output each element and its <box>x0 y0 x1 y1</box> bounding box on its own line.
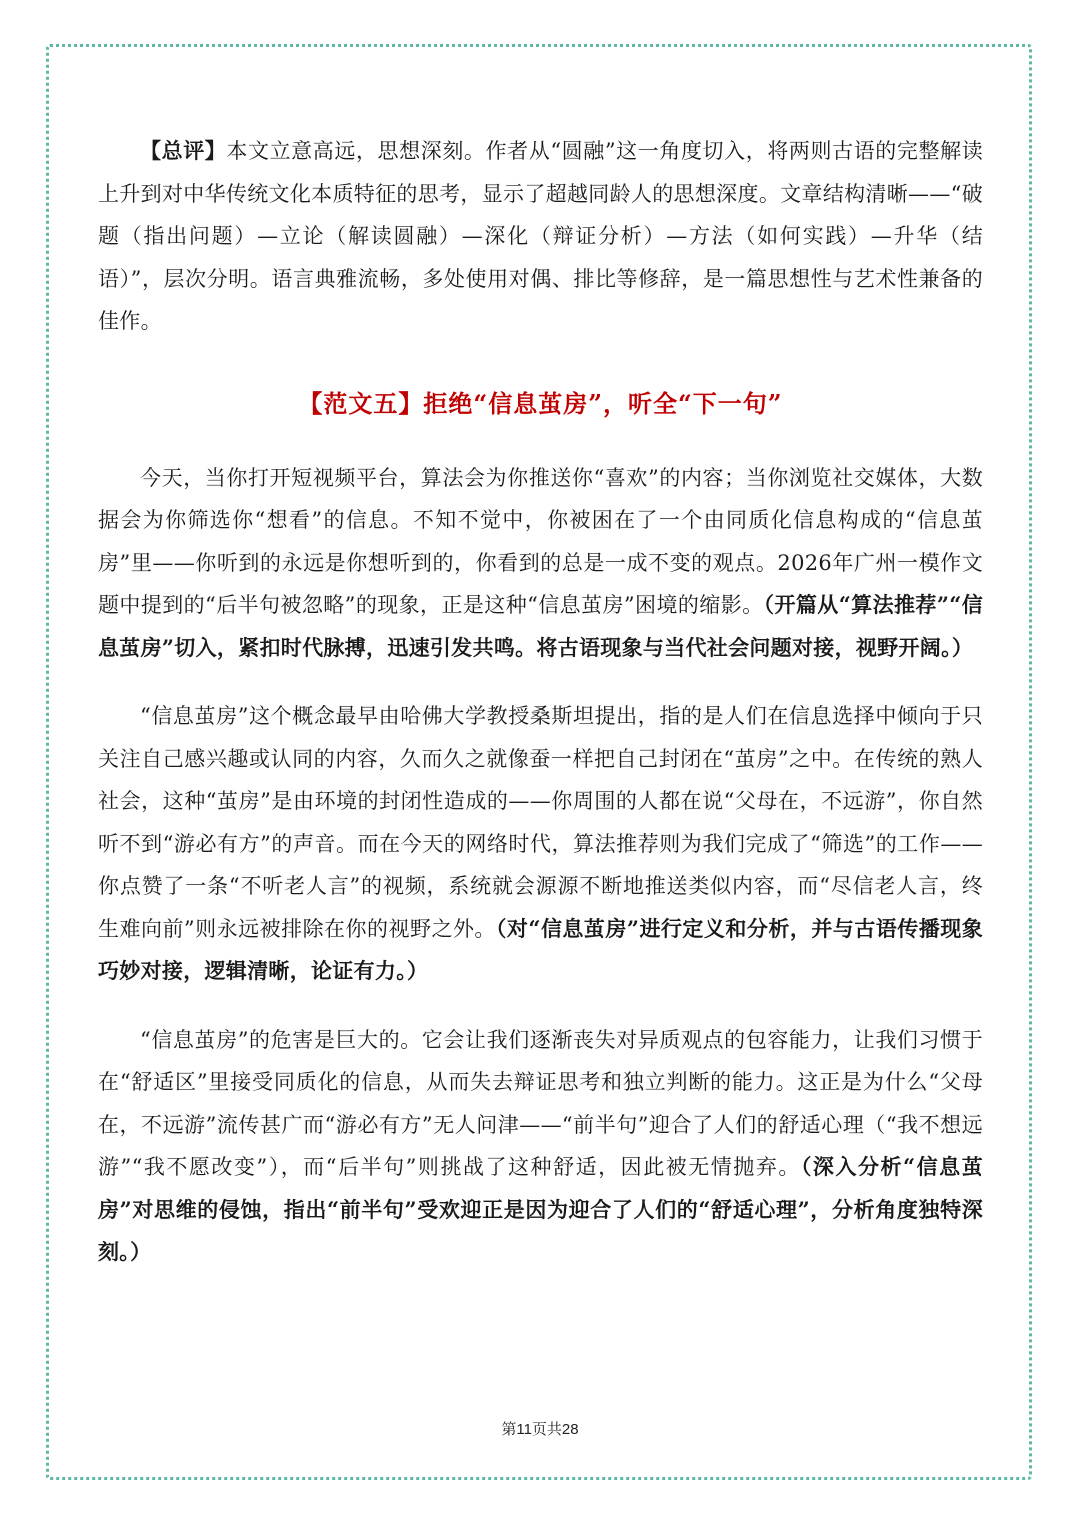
paragraph-comment: （深入分析“信息茧房”对思维的侵蚀，指出“前半句”受欢迎正是因为迎合了人们的“舒适心理”，分析角度独特深刻。） <box>98 1154 983 1264</box>
essay-paragraph-3 <box>98 1019 983 1274</box>
essay-title: 【范文五】拒绝“信息茧房”，听全“下一句” <box>298 388 783 418</box>
paragraph-spacer <box>98 993 983 1019</box>
page-number: 第11页共28 <box>501 1421 579 1438</box>
essay-paragraph-1 <box>98 457 983 670</box>
page-content <box>98 130 983 1274</box>
paragraph-comment: （对“信息茧房”进行定义和分析，并与古语传播现象巧妙对接，逻辑清晰，论证有力。） <box>98 915 983 983</box>
summary-text: 本文立意高远，思想深刻。作者从“圆融”这一角度切入，将两则古语的完整解读上升到对中华传统文化本质特征的思考，显示了超越同龄人的思想深度。文章结构清晰——“破题（指出问题）—立论（解读圆融）—深化（辩证分析）—方法（如何实践）—升华（结语）”，层次分明。语言典雅流畅，多处使用对偶、排比等修辞，是一篇思想性与艺术性兼备的佳作。 <box>98 139 983 333</box>
paragraph-spacer <box>98 669 983 695</box>
summary-label: 【总评】 <box>140 138 227 163</box>
paragraph-text: “信息茧房”的危害是巨大的。它会让我们逐渐丧失对异质观点的包容能力，让我们习惯于在“舒适区”里接受同质化的信息，从而失去辩证思考和独立判断的能力。这正是为什么“父母在，不远游”流传甚广而“游必有方”无人问津——“前半句”迎合了人们的舒适心理（“我不想远游”“我不愿改变”），而“后半句”则挑战了这种舒适，因此被无情抛弃。 <box>98 1027 983 1179</box>
paragraph-text: “信息茧房”这个概念最早由哈佛大学教授桑斯坦提出，指的是人们在信息选择中倾向于只关注自己感兴趣或认同的内容，久而久之就像蚕一样把自己封闭在“茧房”之中。在传统的熟人社会，这种“茧房”是由环境的封闭性造成的——你周围的人都在说“父母在，不远游”，你自然听不到“游必有方”的声音。而在今天的网络时代，算法推荐则为我们完成了“筛选”的工作——你点赞了一条“不听老人言”的视频，系统就会源源不断地推送类似内容，而“尽信老人言，终生难向前”则永远被排除在你的视野之外。 <box>98 704 983 941</box>
summary-paragraph <box>98 130 983 343</box>
essay-paragraph-2 <box>98 695 983 993</box>
paragraph-comment: （开篇从“算法推荐”“信息茧房”切入，紧扣时代脉搏，迅速引发共鸣。将古语现象与当代社会问题对接，视野开阔。） <box>98 592 984 660</box>
paragraph-text: 今天，当你打开短视频平台，算法会为你推送你“喜欢”的内容；当你浏览社交媒体，大数据会为你筛选你“想看”的信息。不知不觉中，你被困在了一个由同质化信息构成的“信息茧房”里——你听到的永远是你想听到的，你看到的总是一成不变的观点。2026年广州一模作文题中提到的“后半句被忽略”的现象，正是这种“信息茧房”困境的缩影。 <box>98 465 983 617</box>
